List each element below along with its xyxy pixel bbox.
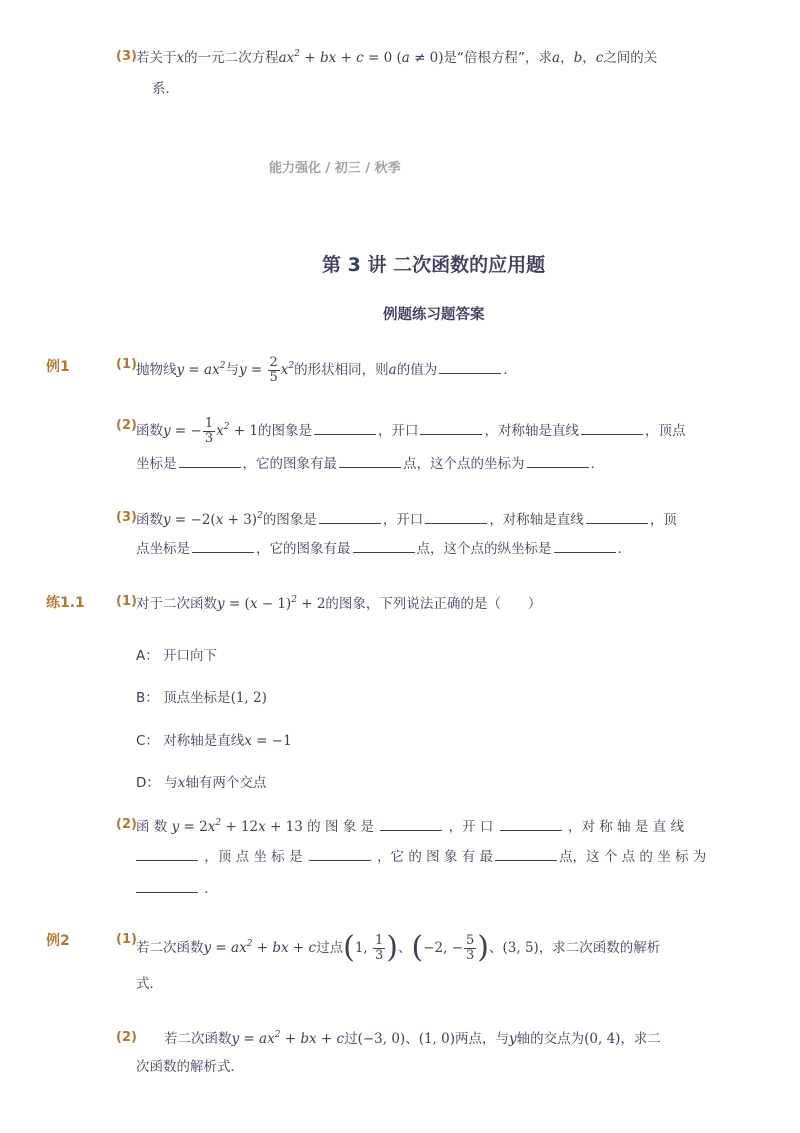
option-b[interactable]: B： 顶点坐标是(1, 2): [136, 690, 267, 706]
question-number: (1): [116, 594, 137, 609]
question-text-line2: 式．: [136, 976, 163, 992]
question-text-line2: 点坐标是 ，它的图象有最 点，这个点的纵坐标是 ．: [136, 538, 631, 559]
question-text-line2: 系．: [152, 81, 179, 97]
question-text: 若二次函数$y = ax^2$ + bx + c过(−3, 0)、(1, 0)两点，与y轴的交点为(0, 4)，求二: [164, 1030, 661, 1047]
answer-blank[interactable]: [353, 538, 415, 553]
answer-blank[interactable]: [581, 420, 643, 435]
answer-blank[interactable]: [179, 453, 241, 468]
question-text-line2: 次函数的解析式．: [136, 1059, 244, 1075]
question-number: (2): [116, 817, 137, 832]
answer-blank[interactable]: [439, 359, 501, 374]
question-number: (1): [116, 357, 137, 372]
equation: $ax^2$ + bx + c = 0 (a ≠ 0): [278, 49, 444, 66]
option-c[interactable]: C： 对称轴是直线x = −1: [136, 733, 292, 749]
question-text: 函数y = − $\frac{1}{3}$ $x^2 + 1$的图象是 ，开口 ，对称轴是直线 ，顶点: [136, 415, 686, 446]
example-label: 例1: [46, 359, 70, 375]
question-text: 对于二次函数$y = (x - 1)^2 + 2$的图象，下列说法正确的是（ ）: [136, 595, 542, 612]
answer-blank[interactable]: [554, 538, 616, 553]
answer-blank[interactable]: [136, 846, 198, 861]
answer-blank[interactable]: [314, 420, 376, 435]
answer-blank[interactable]: [425, 509, 487, 524]
answer-blank[interactable]: [495, 846, 557, 861]
answer-blank[interactable]: [420, 420, 482, 435]
answer-blank[interactable]: [527, 453, 589, 468]
question-number: (2): [116, 1030, 137, 1045]
option-a[interactable]: A： 开口向下: [136, 648, 218, 664]
question-text: 若关于x的一元二次方程$ax^2$ + bx + c = 0 (a ≠ 0)是“倍根方程”，求a，b，c之间的关: [136, 49, 658, 66]
answer-blank[interactable]: [192, 538, 254, 553]
answer-blank[interactable]: [586, 509, 648, 524]
question-text: 抛物线$y = ax^2$与y = $\frac{2}{5}$ $x^2$的形状相同，则a的值为 ．: [136, 354, 517, 385]
page-subtitle: 例题练习题答案: [383, 307, 485, 323]
question-text: 函 数 $y = 2x^2 + 12x + 13$ 的 图 象 是 ，开 口 ，对 称 轴 是 直 线: [136, 818, 684, 835]
answer-blank[interactable]: [380, 816, 442, 831]
page-title: 第 3 讲 二次函数的应用题: [322, 254, 546, 276]
breadcrumb: 能力强化 / 初三 / 秋季: [269, 161, 401, 176]
question-text: 函数$y = -2(x + 3)^2$的图象是 ，开口 ，对称轴是直线 ，顶: [136, 511, 677, 528]
question-number: (1): [116, 932, 137, 947]
question-text-line3: ．: [136, 878, 218, 899]
practice-label: 练1.1: [46, 595, 85, 611]
question-number: (3): [116, 510, 137, 525]
answer-blank[interactable]: [309, 846, 371, 861]
answer-blank[interactable]: [319, 509, 381, 524]
option-d[interactable]: D： 与x轴有两个交点: [136, 775, 267, 791]
question-text-line2: 坐标是 ，它的图象有最 点，这个点的坐标为 ．: [136, 453, 604, 474]
answer-blank[interactable]: [136, 878, 198, 893]
example-label: 例2: [46, 933, 70, 949]
question-text: 若二次函数$y = ax^2$ + bx + c过点(1, $\frac{1}{3}$ )、(−2, − $\frac{5}{3}$ )、(3, 5)，求二次函数的解析: [136, 930, 661, 965]
answer-blank[interactable]: [339, 453, 401, 468]
question-text-line2: ，顶 点 坐 标 是 ，它 的 图 象 有 最 点，这 个 点 的 坐 标 为: [136, 846, 706, 867]
answer-blank[interactable]: [500, 816, 562, 831]
question-number: (2): [116, 418, 137, 433]
question-number: (3): [116, 49, 137, 64]
